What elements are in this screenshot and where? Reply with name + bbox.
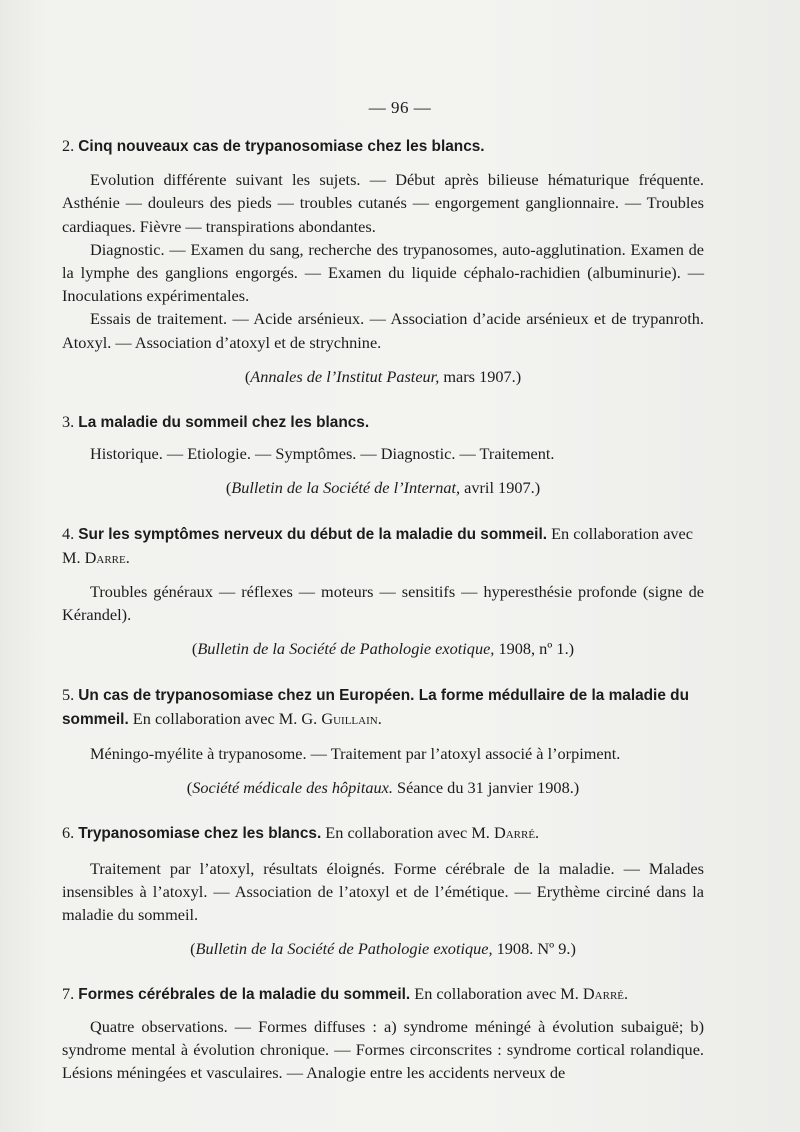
entry-7 bbox=[62, 982, 704, 1084]
entry-collaboration: En collaboration avec M. bbox=[321, 823, 494, 843]
collaborator-name: Darré bbox=[582, 984, 625, 1004]
entry-paragraph: Evolution différente suivant les sujets. — Début après bilieuse hématurique fréquente. Asthénie — douleurs des pieds — troubles cutanés — engorgement ganglionnaire. — Troubles cardiaques. Fièvre — transpirations abondantes. bbox=[62, 170, 704, 236]
reference-source: Bulletin de la Société de Pathologie exotique, bbox=[195, 939, 493, 959]
entry-collaboration: En collaboration avec M. bbox=[62, 523, 694, 567]
bibliography-list bbox=[62, 134, 704, 1084]
reference-source: Société médicale des hôpitaux. bbox=[192, 778, 393, 798]
entry-number: 6. bbox=[62, 823, 75, 843]
entry-heading: 6. Trypanosomiase chez les blancs. En collaboration avec M. Darré. bbox=[62, 823, 540, 843]
reference-source: Bulletin de la Société de Pathologie exotique, bbox=[197, 639, 495, 659]
reference-date: 1908, nº 1. bbox=[494, 639, 569, 659]
entry-body bbox=[62, 742, 704, 765]
entry-paragraph: Méningo-myélite à trypanosome. — Traitement par l’atoxyl associé à l’orpiment. bbox=[90, 744, 621, 764]
collaborator-name: Darre bbox=[84, 547, 126, 567]
entry-title: Un cas de trypanosomiase chez un Européen. La forme médullaire de la maladie du sommeil. bbox=[62, 686, 689, 728]
reference-source: Annales de l’Institut Pasteur, bbox=[250, 366, 440, 386]
entry-number: 7. bbox=[62, 984, 75, 1004]
entry-collaboration: En collaboration avec M. bbox=[410, 984, 583, 1004]
entry-body bbox=[62, 168, 704, 354]
entry-number: 4. bbox=[62, 523, 75, 543]
entry-paragraph: Essais de traitement. — Acide arsénieux. — Association d’acide arsénieux et de trypanroth. Atoxyl. — Association d’atoxyl et de strychnine. bbox=[62, 309, 704, 352]
entry-title: Trypanosomiase chez les blancs. bbox=[78, 825, 322, 843]
entry-5 bbox=[62, 683, 704, 800]
entry-collaboration: En collaboration avec M. G. bbox=[128, 708, 322, 728]
entry-title: La maladie du sommeil chez les blancs. bbox=[78, 414, 370, 432]
entry-number: 2. bbox=[62, 136, 75, 155]
entry-title: Formes cérébrales de la maladie du sommeil. bbox=[78, 986, 411, 1004]
entry-body bbox=[62, 442, 704, 465]
entry-paragraph: Troubles généraux — réflexes — moteurs — sensitifs — hyperesthésie profonde (signe de Kérandel). bbox=[62, 582, 704, 625]
entry-3 bbox=[62, 410, 704, 500]
reference-date: avril 1907. bbox=[460, 478, 535, 498]
entry-paragraph: Diagnostic. — Examen du sang, recherche des trypanosomes, auto-agglutination. Examen de la lymphe des ganglions engorgés. — Examen du liquide céphalo-rachidien (albuminurie). — Inoculations expérimentales. bbox=[62, 239, 704, 306]
entry-number: 5. bbox=[62, 684, 75, 704]
entry-4 bbox=[62, 522, 704, 661]
entry-reference: (Bulletin de la Société de Pathologie exotique, 1908, nº 1.) bbox=[191, 639, 575, 659]
entry-heading bbox=[62, 410, 704, 434]
entry-heading: 7. Formes cérébrales de la maladie du sommeil. En collaboration avec M. Darré. bbox=[62, 984, 629, 1004]
entry-title: Cinq nouveaux cas de trypanosomiase chez les blancs. bbox=[78, 138, 485, 155]
reference-source: Bulletin de la Société de l’Internat, bbox=[231, 478, 461, 498]
entry-6 bbox=[62, 821, 704, 960]
page-number: — 96 — bbox=[368, 98, 432, 117]
collaborator-name: Darré bbox=[493, 823, 536, 843]
entry-heading: 4. Sur les symptômes nerveux du début de la maladie du sommeil. En collaboration avec M. Darre. bbox=[62, 523, 694, 567]
reference-date: 1908. Nº 9. bbox=[492, 939, 571, 959]
entry-paragraph: Historique. — Etiologie. — Symptômes. — Diagnostic. — Traitement. bbox=[90, 444, 555, 464]
entry-reference: (Bulletin de la Société de Pathologie exotique, 1908. Nº 9.) bbox=[190, 939, 576, 959]
entry-body bbox=[62, 580, 704, 626]
entry-title: Sur les symptômes nerveux du début de la maladie du sommeil. bbox=[78, 525, 547, 543]
reference-date: Séance du 31 janvier 1908. bbox=[392, 778, 574, 798]
entry-reference: (Bulletin de la Société de l’Internat, avril 1907.) bbox=[225, 478, 541, 498]
entry-paragraph: Traitement par l’atoxyl, résultats éloignés. Forme cérébrale de la maladie. — Malades insensibles à l’atoxyl. — Association de l’atoxyl et de l’émétique. — Erythème circiné dans la maladie du sommeil. bbox=[62, 858, 704, 925]
entry-body bbox=[62, 1015, 704, 1085]
reference-date: mars 1907. bbox=[439, 366, 516, 386]
collaborator-name: Guillain bbox=[321, 708, 378, 728]
entry-paragraph: Quatre observations. — Formes diffuses : a) syndrome méningé à évolution subaiguë; b) syndrome mental à évolution chronique. — Formes circonscrites : syndrome cortical rolandique. Lésions méningées et vasculaires. — Analogie entre les accidents nerveux de bbox=[62, 1016, 704, 1083]
entry-reference: (Société médicale des hôpitaux. Séance du 31 janvier 1908.) bbox=[186, 778, 580, 798]
entry-reference: (Annales de l’Institut Pasteur, mars 1907.) bbox=[244, 366, 522, 386]
entry-body bbox=[62, 857, 704, 927]
entry-heading bbox=[62, 134, 704, 158]
entry-number: 3. bbox=[62, 412, 75, 432]
entry-2 bbox=[62, 134, 704, 388]
entry-heading: 5. Un cas de trypanosomiase chez un Européen. La forme médullaire de la maladie du sommeil. En collaboration avec M. G. Guillain. bbox=[62, 684, 689, 728]
